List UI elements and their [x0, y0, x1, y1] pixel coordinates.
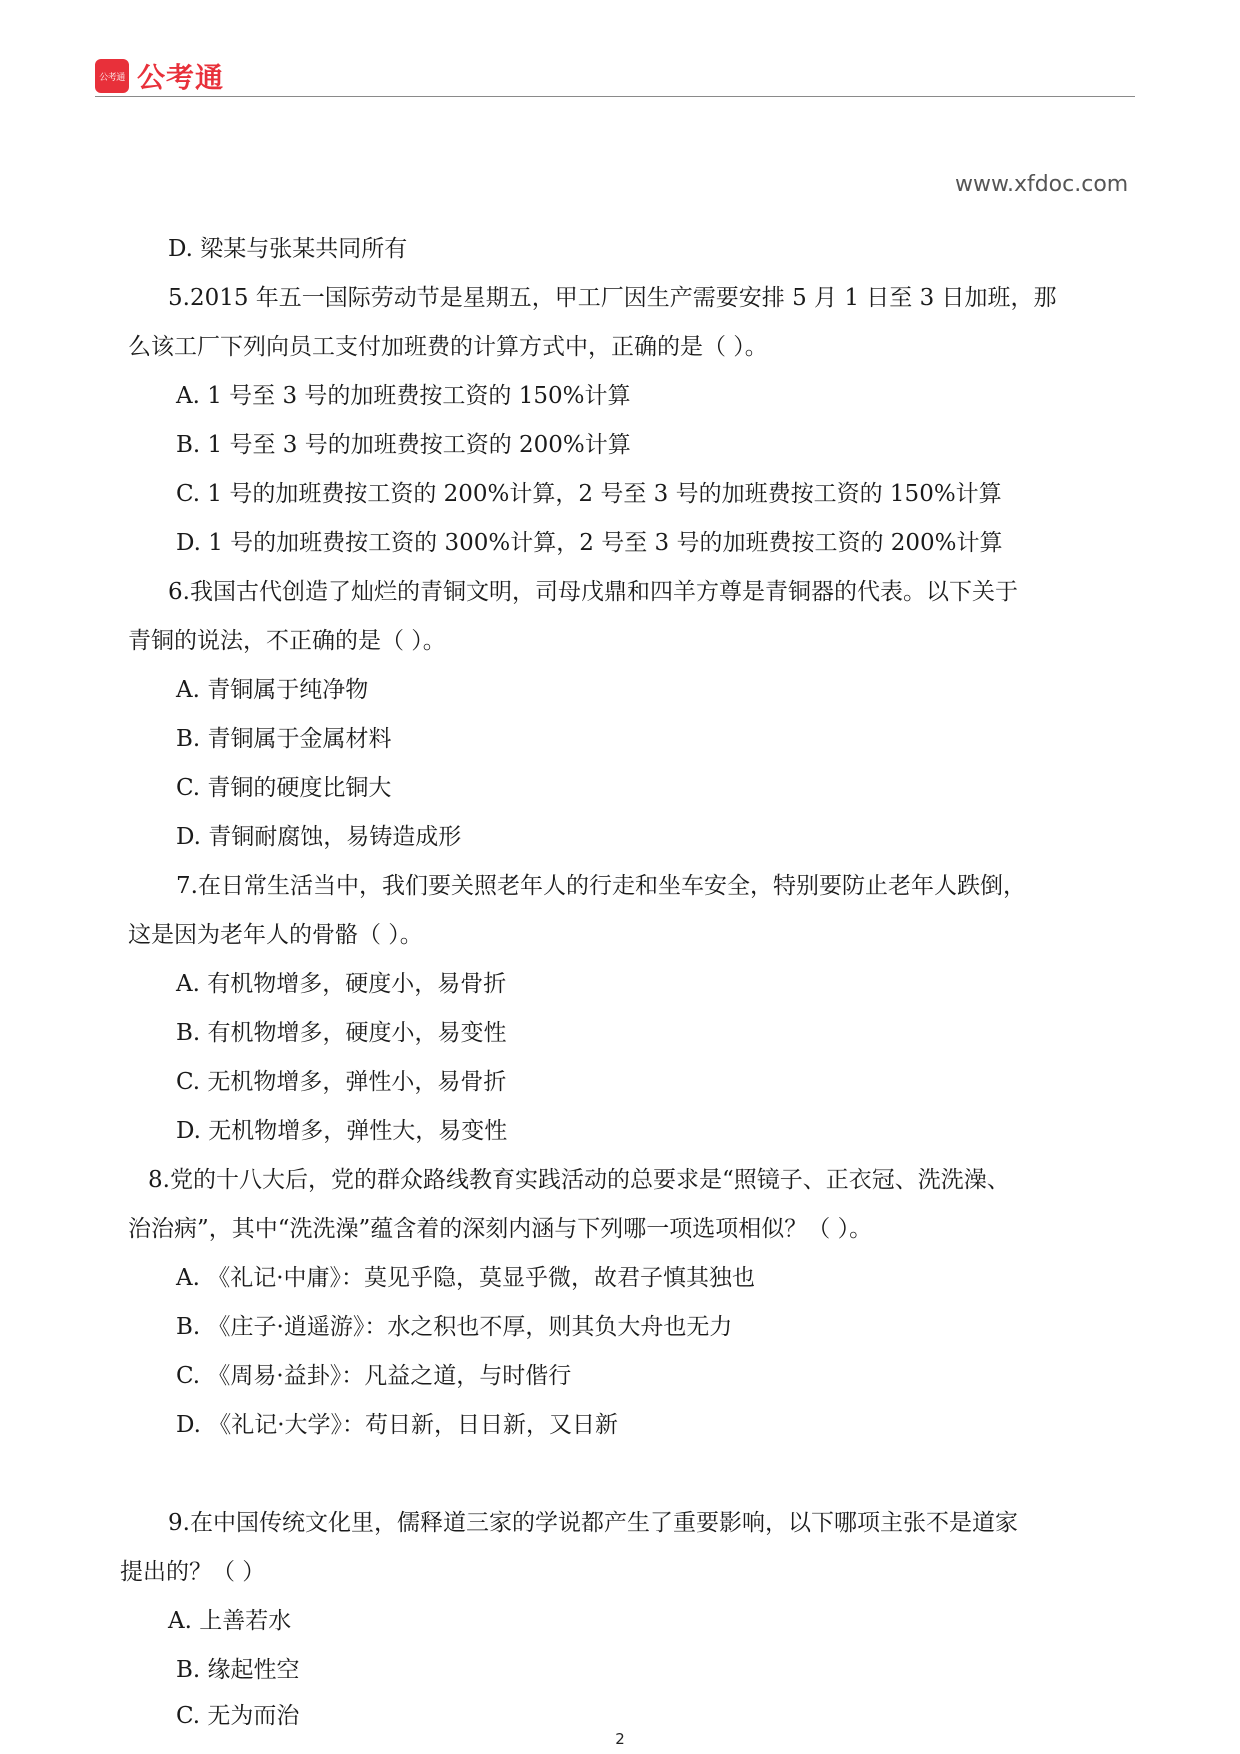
option-line: A. 上善若水 [168, 1608, 292, 1634]
question-line: 7.在日常生活当中，我们要关照老年人的行走和坐车安全，特别要防止老年人跌倒， [176, 873, 1026, 899]
site-url: www.xfdoc.com [955, 172, 1129, 197]
question-line: 提出的？（ ） [120, 1559, 266, 1585]
option-line: A. 有机物增多，硬度小，易骨折 [176, 971, 507, 997]
question-line: 治治病”，其中“洗洗澡”蕴含着的深刻内涵与下列哪一项选项相似？（ ）。 [128, 1216, 873, 1242]
logo-mark: 公考通 [95, 59, 129, 93]
question-line: 6.我国古代创造了灿烂的青铜文明，司母戊鼎和四羊方尊是青铜器的代表。以下关于 [168, 579, 1018, 605]
question-line: 5.2015 年五一国际劳动节是星期五，甲工厂因生产需要安排 5 月 1 日至 3 日加班，那 [168, 285, 1057, 311]
page-number: 2 [615, 1730, 625, 1748]
question-line: 么该工厂下列向员工支付加班费的计算方式中，正确的是（ ）。 [128, 334, 768, 360]
option-line: D. 《礼记·大学》：苟日新，日日新，又日新 [176, 1412, 619, 1438]
option-line: C. 无为而治 [176, 1703, 300, 1729]
option-line: B. 青铜属于金属材料 [176, 726, 392, 752]
option-line: A. 青铜属于纯净物 [176, 677, 369, 703]
option-line: B. 1 号至 3 号的加班费按工资的 200%计算 [176, 432, 631, 458]
option-line: D. 青铜耐腐蚀，易铸造成形 [176, 824, 462, 850]
question-line: 8.党的十八大后，党的群众路线教育实践活动的总要求是“照镜子、正衣冠、洗洗澡、 [148, 1167, 1010, 1193]
option-line: D. 无机物增多，弹性大，易变性 [176, 1118, 508, 1144]
option-line: A. 1 号至 3 号的加班费按工资的 150%计算 [176, 383, 631, 409]
option-line: B. 缘起性空 [176, 1657, 300, 1683]
question-line: 9.在中国传统文化里，儒释道三家的学说都产生了重要影响，以下哪项主张不是道家 [168, 1510, 1018, 1536]
option-line: D. 梁某与张某共同所有 [168, 236, 408, 262]
question-line: 青铜的说法，不正确的是（ ）。 [128, 628, 446, 654]
option-line: C. 《周易·益卦》：凡益之道，与时偕行 [176, 1363, 572, 1389]
option-line: B. 有机物增多，硬度小，易变性 [176, 1020, 507, 1046]
header-divider [95, 96, 1135, 97]
option-line: C. 青铜的硬度比铜大 [176, 775, 392, 801]
logo-text: 公考通 [137, 61, 225, 94]
header-logo [95, 58, 224, 94]
option-line: A. 《礼记·中庸》：莫见乎隐，莫显乎微，故君子慎其独也 [176, 1265, 756, 1291]
question-line: 这是因为老年人的骨骼（ ）。 [128, 922, 423, 948]
option-line: C. 1 号的加班费按工资的 200%计算，2 号至 3 号的加班费按工资的 150%计算 [176, 481, 1002, 507]
option-line: B. 《庄子·逍遥游》：水之积也不厚，则其负大舟也无力 [176, 1314, 733, 1340]
option-line: C. 无机物增多，弹性小，易骨折 [176, 1069, 507, 1095]
option-line: D. 1 号的加班费按工资的 300%计算，2 号至 3 号的加班费按工资的 200%计算 [176, 530, 1003, 556]
